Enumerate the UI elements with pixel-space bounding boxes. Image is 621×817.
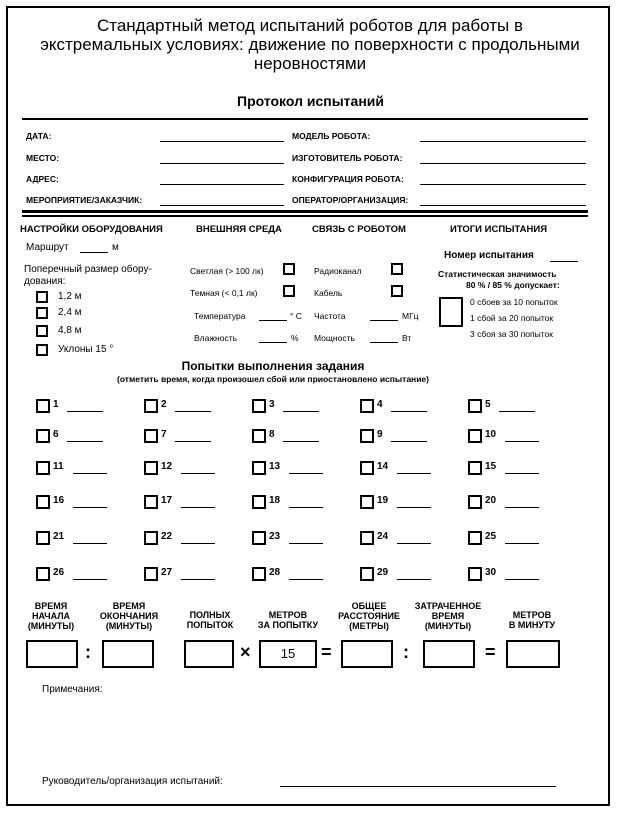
notes-area[interactable] [42, 700, 582, 764]
attempt-time-field[interactable] [283, 411, 319, 412]
attempt-item [144, 461, 224, 475]
power-label: Мощность [314, 333, 355, 343]
environment-heading: ВНЕШНЯЯ СРЕДА [196, 224, 282, 235]
attempt-time-field[interactable] [391, 411, 427, 412]
attempt-time-field[interactable] [283, 441, 319, 442]
attempt-checkbox[interactable] [360, 531, 374, 545]
date-label: ДАТА: [26, 131, 52, 141]
attempt-number: 19 [377, 495, 389, 506]
attempt-number: 7 [161, 429, 167, 440]
humidity-label: Влажность [194, 333, 238, 343]
configuration-field[interactable] [420, 184, 586, 185]
signature-field[interactable] [280, 786, 556, 787]
attempt-checkbox[interactable] [360, 429, 374, 443]
attempt-checkbox[interactable] [144, 429, 158, 443]
attempt-checkbox[interactable] [468, 531, 482, 545]
attempt-checkbox[interactable] [360, 495, 374, 509]
attempt-number: 28 [269, 567, 281, 578]
attempt-number: 30 [485, 567, 497, 578]
attempt-checkbox[interactable] [144, 399, 158, 413]
attempt-item [468, 461, 548, 475]
attempt-checkbox[interactable] [36, 399, 50, 413]
results-checkbox[interactable] [439, 297, 463, 327]
attempt-item [252, 429, 332, 443]
attempt-time-field[interactable] [289, 543, 323, 544]
attempt-item [360, 531, 440, 545]
attempt-item [252, 531, 332, 545]
attempt-item [360, 461, 440, 475]
event-label: МЕРОПРИЯТИЕ/ЗАКАЗЧИК: [26, 195, 143, 205]
robot-model-field[interactable] [420, 141, 586, 142]
allows-label: 80 % / 85 % допускает: [466, 280, 560, 290]
attempt-item [252, 399, 332, 413]
size-2-4-checkbox[interactable] [36, 307, 48, 319]
attempt-item [36, 495, 116, 509]
attempt-number: 17 [161, 495, 173, 506]
cable-checkbox[interactable] [391, 285, 403, 297]
total-distance-head: ОБЩЕЕ РАССТОЯНИЕ (МЕТРЫ) [338, 601, 400, 631]
temperature-label: Температура [194, 311, 246, 321]
total-distance-box[interactable] [341, 640, 393, 668]
attempt-time-field[interactable] [505, 579, 539, 580]
frequency-field[interactable] [370, 320, 398, 321]
attempt-time-field[interactable] [391, 441, 427, 442]
attempt-checkbox[interactable] [252, 399, 266, 413]
attempt-item [468, 399, 548, 413]
route-label: Маршрут [26, 242, 69, 253]
attempt-number: 20 [485, 495, 497, 506]
meters-per-minute-box[interactable] [506, 640, 560, 668]
attempt-item [36, 567, 116, 581]
attempt-time-field[interactable] [67, 441, 103, 442]
attempt-checkbox[interactable] [468, 495, 482, 509]
attempt-item [468, 567, 548, 581]
attempt-time-field[interactable] [499, 411, 535, 412]
attempt-item [360, 495, 440, 509]
attempt-time-field[interactable] [181, 543, 215, 544]
end-time-box[interactable] [102, 640, 154, 668]
slopes-checkbox[interactable] [36, 344, 48, 356]
address-field[interactable] [160, 184, 284, 185]
attempt-item [36, 461, 116, 475]
attempt-item [144, 429, 224, 443]
address-label: АДРЕС: [26, 174, 59, 184]
cross-size-label: Поперечный размер обору- дования: [24, 264, 152, 287]
equipment-heading: НАСТРОЙКИ ОБОРУДОВАНИЯ [20, 224, 163, 235]
attempt-checkbox[interactable] [468, 399, 482, 413]
attempt-item [468, 531, 548, 545]
meters-per-attempt-box: 15 [259, 640, 317, 668]
attempt-checkbox[interactable] [468, 567, 482, 581]
attempt-checkbox[interactable] [252, 531, 266, 545]
attempt-number: 2 [161, 399, 167, 410]
result-line-3: 3 сбоя за 30 попыток [470, 329, 553, 339]
radio-checkbox[interactable] [391, 263, 403, 275]
power-field[interactable] [370, 342, 398, 343]
attempt-number: 14 [377, 461, 389, 472]
attempt-item [468, 429, 548, 443]
attempt-time-field[interactable] [73, 507, 107, 508]
attempt-time-field[interactable] [73, 473, 107, 474]
result-line-1: 0 сбоев за 10 попыток [470, 297, 558, 307]
attempt-checkbox[interactable] [144, 495, 158, 509]
configuration-label: КОНФИГУРАЦИЯ РОБОТА: [292, 174, 404, 184]
attempt-checkbox[interactable] [36, 429, 50, 443]
results-heading: ИТОГИ ИСПЫТАНИЯ [450, 224, 548, 235]
attempt-time-field[interactable] [67, 411, 103, 412]
attempt-time-field[interactable] [397, 579, 431, 580]
attempt-checkbox[interactable] [360, 399, 374, 413]
light-label: Светлая (> 100 лк) [190, 266, 264, 276]
meters-per-minute-head: МЕТРОВ В МИНУТУ [508, 610, 556, 630]
attempt-number: 25 [485, 531, 497, 542]
attempt-time-field[interactable] [289, 579, 323, 580]
attempt-item [144, 531, 224, 545]
attempt-time-field[interactable] [397, 507, 431, 508]
attempt-item [252, 495, 332, 509]
attempt-number: 24 [377, 531, 389, 542]
attempt-item [144, 399, 224, 413]
equals-sign-2: = [485, 642, 496, 662]
size-2-4-label: 2,4 м [58, 307, 82, 318]
colon-sign-1: : [85, 642, 91, 662]
attempt-number: 22 [161, 531, 173, 542]
attempt-number: 10 [485, 429, 497, 440]
size-1-2-checkbox[interactable] [36, 291, 48, 303]
attempt-checkbox[interactable] [468, 429, 482, 443]
frequency-unit: МГц [402, 311, 419, 321]
attempt-checkbox[interactable] [468, 461, 482, 475]
attempt-number: 6 [53, 429, 59, 440]
manufacturer-field[interactable] [420, 163, 586, 164]
attempt-time-field[interactable] [175, 411, 211, 412]
dark-label: Темная (< 0,1 лк) [190, 288, 258, 298]
attempt-time-field[interactable] [505, 543, 539, 544]
attempts-heading: Попытки выполнения задания [181, 359, 365, 373]
communication-heading: СВЯЗЬ С РОБОТОМ [312, 224, 406, 235]
humidity-field[interactable] [259, 342, 287, 343]
attempt-time-field[interactable] [289, 473, 323, 474]
attempt-time-field[interactable] [505, 473, 539, 474]
size-4-8-label: 4,8 м [58, 325, 82, 336]
attempt-item [360, 567, 440, 581]
place-label: МЕСТО: [26, 153, 60, 163]
manufacturer-label: ИЗГОТОВИТЕЛЬ РОБОТА: [292, 153, 403, 163]
cable-label: Кабель [314, 288, 343, 298]
humidity-unit: % [291, 333, 299, 343]
size-4-8-checkbox[interactable] [36, 325, 48, 337]
attempt-number: 16 [53, 495, 65, 506]
multiply-sign: × [240, 642, 251, 662]
attempt-number: 13 [269, 461, 281, 472]
attempt-number: 23 [269, 531, 281, 542]
header-bottom-rule-2 [22, 215, 588, 217]
temperature-unit: ° С [290, 311, 302, 321]
attempt-number: 26 [53, 567, 65, 578]
attempt-checkbox[interactable] [36, 461, 50, 475]
temperature-field[interactable] [259, 320, 287, 321]
attempt-number: 21 [53, 531, 65, 542]
test-number-label: Номер испытания [444, 250, 534, 261]
attempt-checkbox[interactable] [144, 461, 158, 475]
equals-sign-1: = [321, 642, 332, 662]
start-time-head: ВРЕМЯ НАЧАЛА (МИНУТЫ) [27, 601, 75, 631]
attempt-number: 3 [269, 399, 275, 410]
full-attempts-head: ПОЛНЫХ ПОПЫТОК [186, 610, 234, 630]
attempt-number: 27 [161, 567, 173, 578]
attempt-checkbox[interactable] [252, 567, 266, 581]
attempt-number: 5 [485, 399, 491, 410]
place-field[interactable] [160, 163, 284, 164]
attempt-time-field[interactable] [73, 543, 107, 544]
attempt-time-field[interactable] [181, 473, 215, 474]
attempt-number: 29 [377, 567, 389, 578]
attempt-item [36, 531, 116, 545]
operator-field[interactable] [420, 205, 586, 206]
attempt-checkbox[interactable] [36, 567, 50, 581]
attempt-checkbox[interactable] [144, 567, 158, 581]
robot-model-label: МОДЕЛЬ РОБОТА: [292, 131, 371, 141]
full-attempts-box[interactable] [184, 640, 234, 668]
route-field[interactable] [80, 252, 108, 253]
attempt-checkbox[interactable] [360, 567, 374, 581]
attempt-item [144, 495, 224, 509]
date-field[interactable] [160, 141, 284, 142]
attempt-number: 12 [161, 461, 173, 472]
attempt-number: 9 [377, 429, 383, 440]
signature-label: Руководитель/организация испытаний: [42, 776, 223, 787]
meters-per-attempt-head: МЕТРОВ ЗА ПОПЫТКУ [257, 610, 319, 630]
dark-checkbox[interactable] [283, 285, 295, 297]
operator-label: ОПЕРАТОР/ОРГАНИЗАЦИЯ: [292, 195, 409, 205]
attempt-time-field[interactable] [397, 543, 431, 544]
attempt-checkbox[interactable] [360, 461, 374, 475]
attempt-time-field[interactable] [397, 473, 431, 474]
attempt-time-field[interactable] [73, 579, 107, 580]
attempt-number: 15 [485, 461, 497, 472]
frequency-label: Частота [314, 311, 346, 321]
size-1-2-label: 1,2 м [58, 291, 82, 302]
attempt-item [468, 495, 548, 509]
notes-label: Примечания: [42, 684, 103, 695]
attempt-checkbox[interactable] [36, 531, 50, 545]
attempt-time-field[interactable] [505, 507, 539, 508]
attempt-item [360, 429, 440, 443]
attempts-note: (отметить время, когда произошел сбой или приостановлено испытание) [117, 374, 429, 384]
attempt-checkbox[interactable] [252, 429, 266, 443]
spent-time-box[interactable] [423, 640, 475, 668]
test-number-field[interactable] [550, 261, 578, 262]
attempt-item [36, 429, 116, 443]
attempt-item [252, 567, 332, 581]
attempt-checkbox[interactable] [252, 461, 266, 475]
attempt-time-field[interactable] [181, 579, 215, 580]
start-time-box[interactable] [26, 640, 78, 668]
light-checkbox[interactable] [283, 263, 295, 275]
attempt-number: 18 [269, 495, 281, 506]
significance-label: Статистическая значимость [438, 269, 557, 279]
radio-label: Радиоканал [314, 266, 362, 276]
attempt-number: 4 [377, 399, 383, 410]
attempt-number: 11 [53, 461, 64, 472]
attempt-checkbox[interactable] [252, 495, 266, 509]
event-field[interactable] [160, 205, 284, 206]
header-bottom-rule-1 [22, 210, 588, 213]
attempt-item [360, 399, 440, 413]
power-unit: Вт [402, 333, 412, 343]
attempt-time-field[interactable] [181, 507, 215, 508]
document-title: Стандартный метод испытаний роботов для работы в экстремальных условиях: движение по поверхности с продольными неровностями [40, 16, 580, 73]
header-top-rule [22, 118, 588, 120]
attempt-item [252, 461, 332, 475]
spent-time-head: ЗАТРАЧЕННОЕ ВРЕМЯ (МИНУТЫ) [414, 601, 482, 631]
result-line-2: 1 сбой за 20 попыток [470, 313, 554, 323]
slopes-label: Уклоны 15 ° [58, 344, 114, 355]
attempt-number: 1 [53, 399, 59, 410]
attempt-time-field[interactable] [505, 441, 539, 442]
protocol-title: Протокол испытаний [237, 93, 384, 109]
attempt-item [144, 567, 224, 581]
attempt-number: 8 [269, 429, 275, 440]
end-time-head: ВРЕМЯ ОКОНЧАНИЯ (МИНУТЫ) [99, 601, 159, 631]
attempt-time-field[interactable] [175, 441, 211, 442]
attempt-time-field[interactable] [289, 507, 323, 508]
colon-sign-2: : [403, 642, 409, 662]
attempt-item [36, 399, 116, 413]
attempt-checkbox[interactable] [36, 495, 50, 509]
route-unit: м [112, 242, 119, 253]
attempt-checkbox[interactable] [144, 531, 158, 545]
